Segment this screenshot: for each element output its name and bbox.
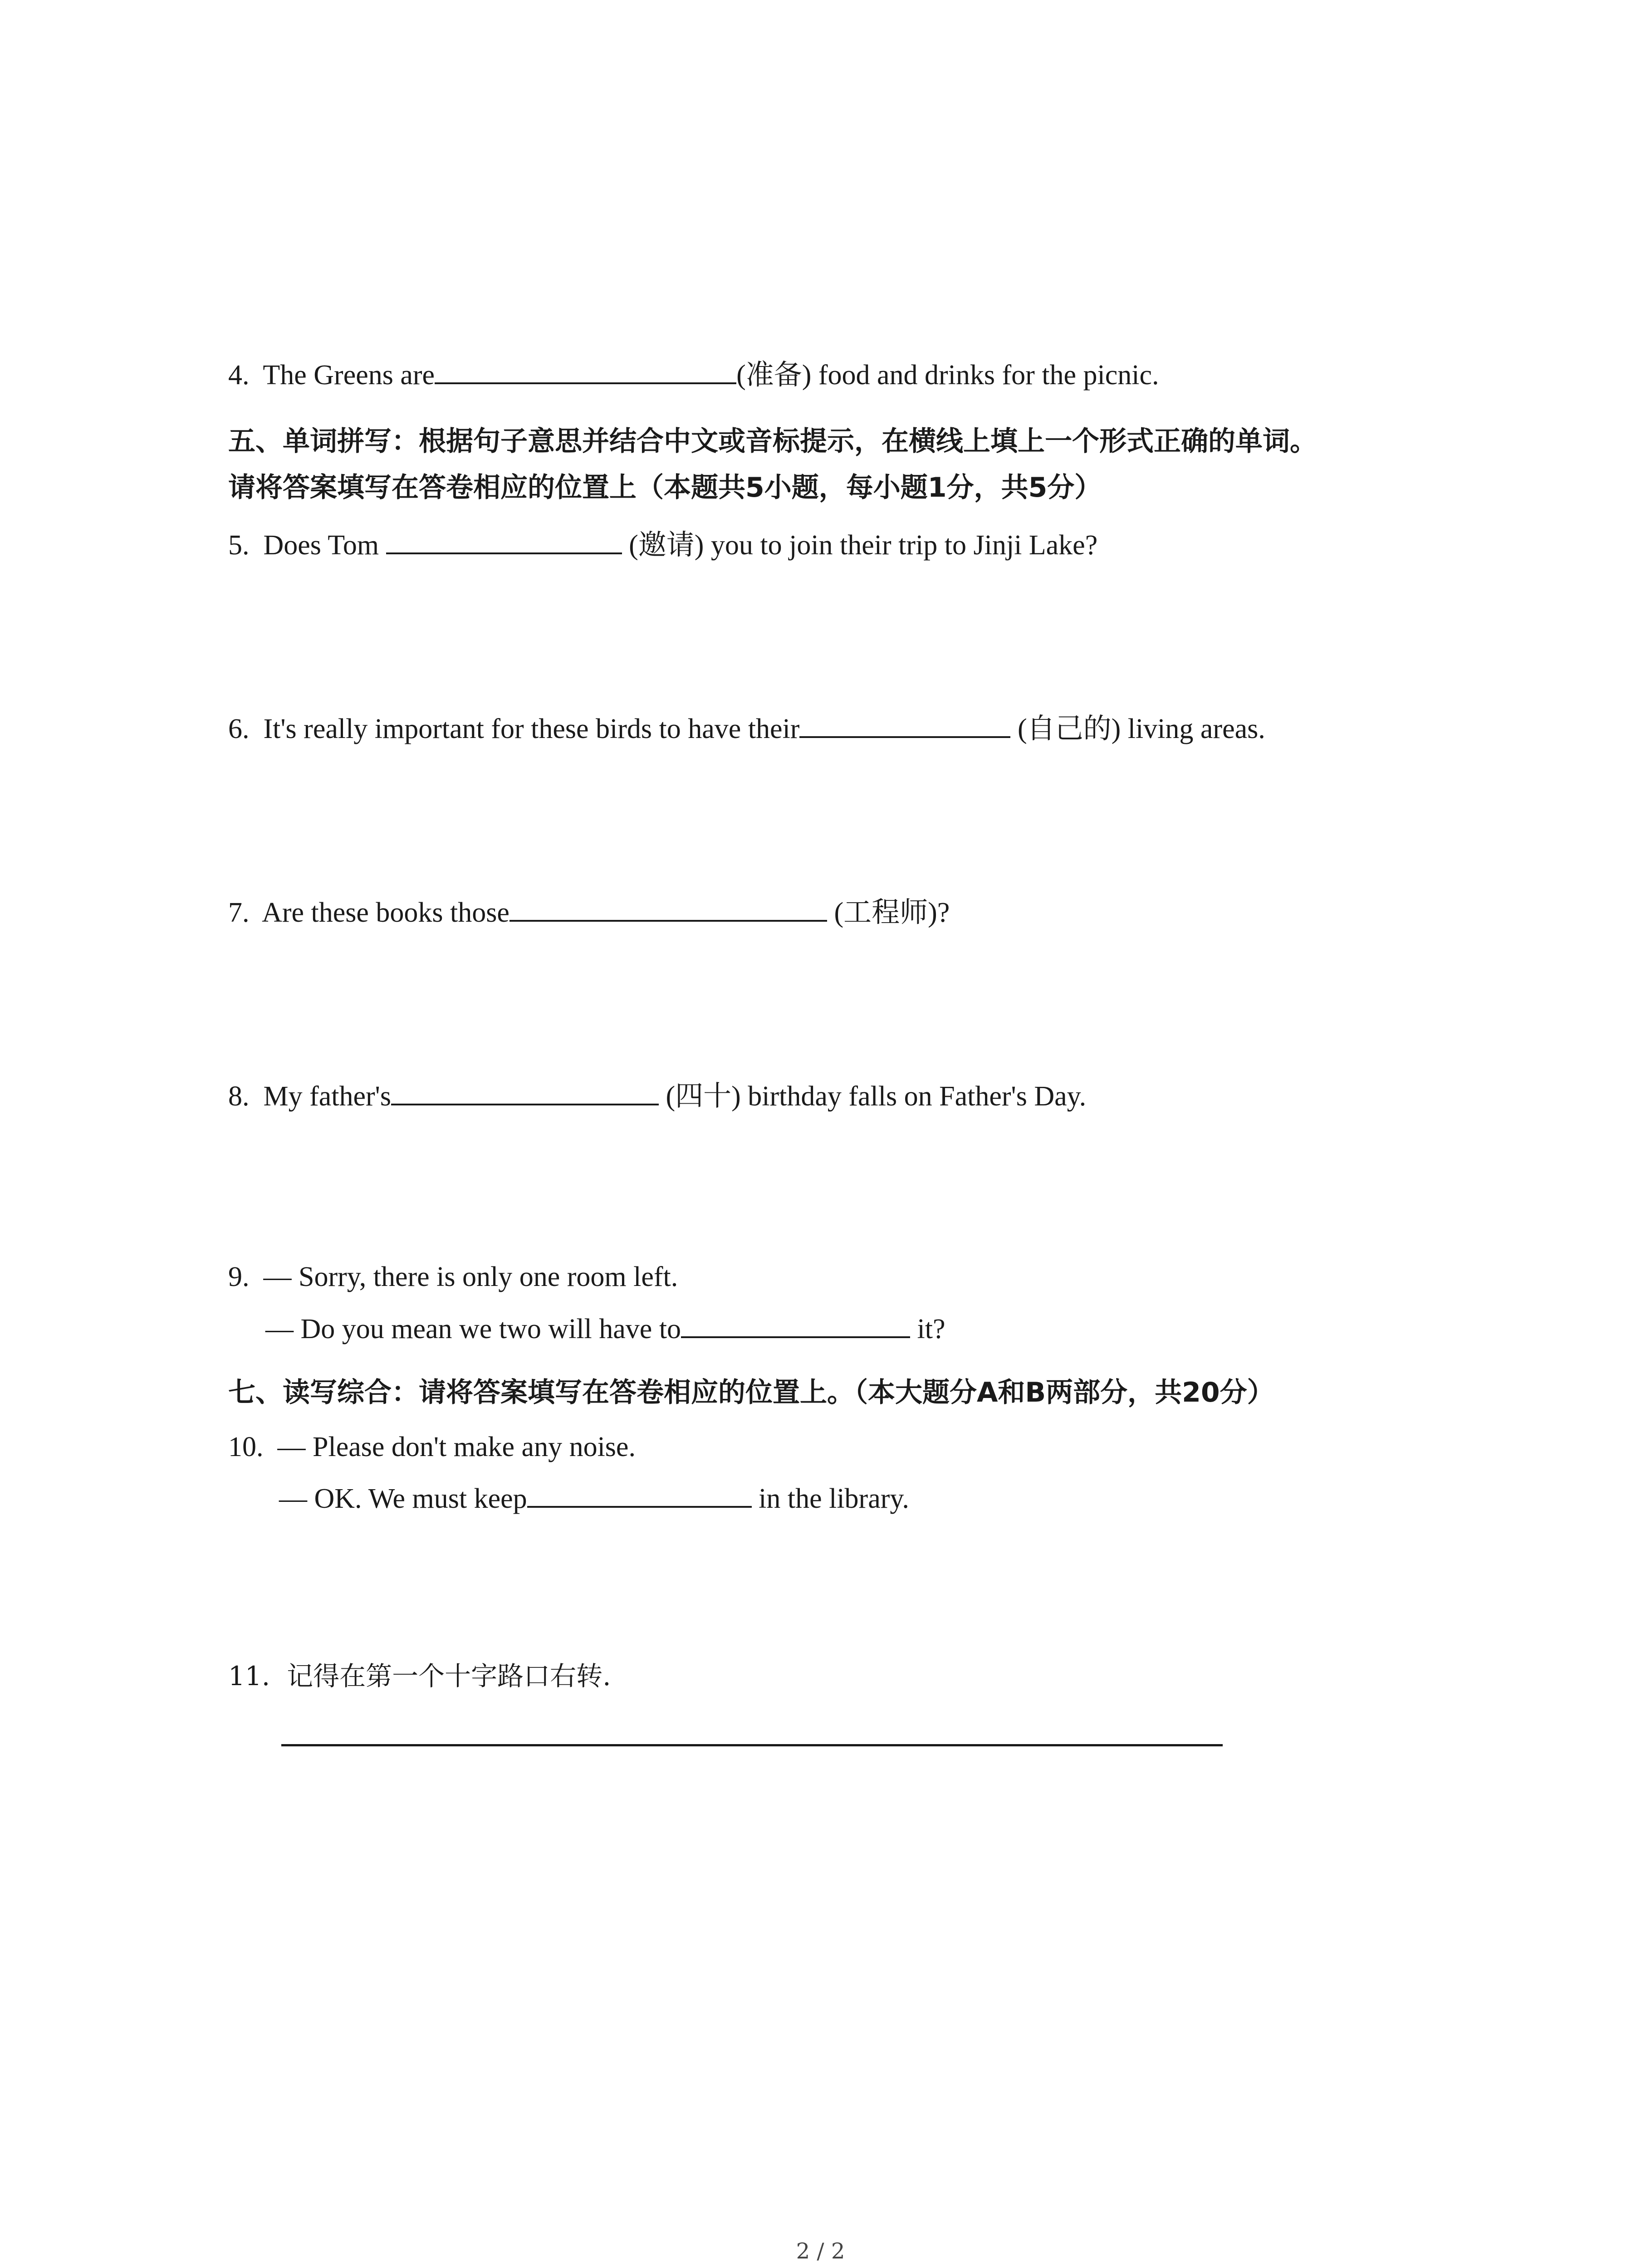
answer-blank[interactable]: [681, 1310, 910, 1338]
answer-blank[interactable]: [799, 710, 1010, 738]
section-7-heading: 七、读写综合：请将答案填写在答卷相应的位置上。（本大题分A和B两部分，共20分）: [228, 1377, 1274, 1408]
question-text-after: (准备) food and drinks for the picnic.: [736, 360, 1159, 391]
answer-blank[interactable]: [386, 526, 622, 554]
question-number: 7.: [228, 897, 250, 928]
answer-blank[interactable]: [509, 894, 827, 922]
question-10-line-2: [279, 1480, 909, 1517]
question-6: [228, 710, 1265, 747]
question-number: 9.: [228, 1261, 250, 1292]
question-number: 4.: [228, 360, 250, 391]
dialogue-line-1: — Sorry, there is only one room left.: [263, 1261, 678, 1292]
page-number: 2 / 2: [796, 2239, 845, 2264]
question-text: — Do you mean we two will have to: [265, 1314, 681, 1344]
translation-prompt: 记得在第一个十字路口右转.: [287, 1661, 611, 1691]
question-text-after: it?: [910, 1314, 945, 1344]
question-text-after: (工程师)?: [827, 897, 950, 928]
question-text-after: in the library.: [751, 1483, 909, 1514]
answer-blank[interactable]: [435, 356, 736, 384]
question-10: [228, 1429, 636, 1465]
question-4: [228, 356, 1159, 393]
question-text-after: (自己的) living areas.: [1010, 714, 1265, 744]
question-text: Does Tom: [263, 530, 386, 561]
question-11: [228, 1658, 611, 1694]
question-number: 5.: [228, 530, 250, 561]
translation-answer-line[interactable]: [281, 1744, 1223, 1746]
section-5-heading: 五、单词拼写：根据句子意思并结合中文或音标提示，在横线上填上一个形式正确的单词。: [228, 425, 1317, 457]
question-number: 10.: [228, 1432, 264, 1462]
question-number: 11.: [228, 1661, 270, 1691]
question-9-line-2: [265, 1310, 945, 1347]
question-7: [228, 894, 950, 931]
question-text: — OK. We must keep: [279, 1483, 527, 1514]
question-text-after: (邀请) you to join their trip to Jinji Lake?: [622, 530, 1098, 561]
question-text: Are these books those: [262, 897, 509, 928]
question-text-after: (四十) birthday falls on Father's Day.: [658, 1081, 1087, 1112]
question-text: My father's: [263, 1081, 391, 1112]
question-text: It's really important for these birds to have their: [263, 714, 800, 744]
question-5: [228, 526, 1097, 563]
question-9: [228, 1259, 678, 1295]
answer-blank[interactable]: [391, 1077, 659, 1105]
question-number: 8.: [228, 1081, 250, 1112]
question-8: [228, 1077, 1086, 1114]
section-5-heading-line2: 请将答案填写在答卷相应的位置上（本题共5小题，每小题1分，共5分）: [228, 472, 1102, 503]
answer-blank[interactable]: [527, 1480, 752, 1508]
question-number: 6.: [228, 714, 250, 744]
dialogue-line-1: — Please don't make any noise.: [277, 1432, 636, 1462]
question-text: The Greens are: [263, 360, 435, 391]
